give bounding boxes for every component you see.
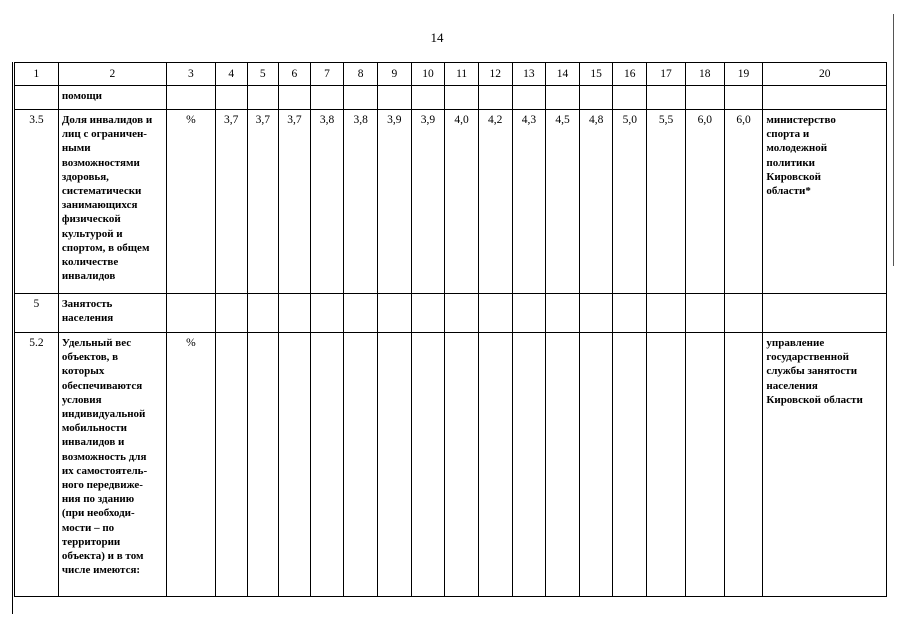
value-cell [378, 86, 412, 110]
row-code: 3.5 [15, 110, 59, 294]
value-cell [724, 294, 763, 333]
value-cell [411, 333, 445, 597]
value-cell [344, 333, 378, 597]
value-cell: 3,7 [215, 110, 247, 294]
column-header: 10 [411, 63, 445, 86]
column-header: 5 [247, 63, 279, 86]
value-cell: 3,9 [411, 110, 445, 294]
value-cell [546, 294, 580, 333]
table-row [15, 294, 887, 333]
indicators-table [14, 62, 887, 597]
column-header: 16 [613, 63, 647, 86]
value-cell [247, 333, 279, 597]
value-cell [613, 294, 647, 333]
value-cell [512, 333, 546, 597]
page-number: 14 [430, 30, 444, 45]
value-cell [478, 86, 512, 110]
right-margin-rule [893, 14, 894, 266]
column-header: 7 [310, 63, 344, 86]
column-header: 4 [215, 63, 247, 86]
column-header: 17 [647, 63, 686, 86]
value-cell [411, 294, 445, 333]
value-cell [247, 86, 279, 110]
value-cell [247, 294, 279, 333]
row-indicator: Занятость населения [58, 294, 166, 333]
value-cell: 4,5 [546, 110, 580, 294]
left-margin-rule [12, 62, 13, 614]
row-unit [166, 86, 215, 110]
value-cell [579, 333, 613, 597]
value-cell [215, 294, 247, 333]
row-responsible: министерство спорта и молодежной политики Кировской области* [763, 110, 887, 294]
column-header: 13 [512, 63, 546, 86]
value-cell: 4,2 [478, 110, 512, 294]
row-unit: % [166, 110, 215, 294]
column-header: 20 [763, 63, 887, 86]
column-number-header-row [15, 63, 887, 86]
value-cell [685, 86, 724, 110]
value-cell [685, 294, 724, 333]
row-responsible: управление государственной службы занятости населения Кировской области [763, 333, 887, 597]
value-cell [546, 86, 580, 110]
table-row [15, 86, 887, 110]
value-cell [647, 86, 686, 110]
value-cell [546, 333, 580, 597]
value-cell: 4,3 [512, 110, 546, 294]
column-header: 2 [58, 63, 166, 86]
row-responsible [763, 294, 887, 333]
value-cell [279, 86, 311, 110]
value-cell [445, 333, 479, 597]
value-cell [512, 294, 546, 333]
value-cell [724, 86, 763, 110]
value-cell [579, 86, 613, 110]
row-responsible [763, 86, 887, 110]
value-cell: 6,0 [685, 110, 724, 294]
value-cell: 3,7 [247, 110, 279, 294]
value-cell: 5,5 [647, 110, 686, 294]
column-header: 8 [344, 63, 378, 86]
value-cell [647, 294, 686, 333]
row-code [15, 86, 59, 110]
value-cell [378, 333, 412, 597]
column-header: 9 [378, 63, 412, 86]
value-cell [215, 86, 247, 110]
value-cell [378, 294, 412, 333]
value-cell [647, 333, 686, 597]
value-cell [445, 86, 479, 110]
value-cell [478, 294, 512, 333]
column-header: 15 [579, 63, 613, 86]
row-unit: % [166, 333, 215, 597]
value-cell [215, 333, 247, 597]
value-cell [279, 333, 311, 597]
column-header: 19 [724, 63, 763, 86]
value-cell [344, 86, 378, 110]
value-cell [685, 333, 724, 597]
value-cell: 5,0 [613, 110, 647, 294]
row-indicator: помощи [58, 86, 166, 110]
value-cell [310, 333, 344, 597]
value-cell [310, 294, 344, 333]
column-header: 3 [166, 63, 215, 86]
value-cell: 4,0 [445, 110, 479, 294]
value-cell: 3,7 [279, 110, 311, 294]
value-cell: 3,8 [344, 110, 378, 294]
column-header: 11 [445, 63, 479, 86]
column-header: 12 [478, 63, 512, 86]
value-cell [344, 294, 378, 333]
row-unit [166, 294, 215, 333]
value-cell [724, 333, 763, 597]
table-row [15, 333, 887, 597]
value-cell [579, 294, 613, 333]
column-header: 18 [685, 63, 724, 86]
column-header: 14 [546, 63, 580, 86]
row-code: 5.2 [15, 333, 59, 597]
value-cell [279, 294, 311, 333]
column-header: 6 [279, 63, 311, 86]
value-cell [411, 86, 445, 110]
value-cell: 3,9 [378, 110, 412, 294]
column-header: 1 [15, 63, 59, 86]
row-code: 5 [15, 294, 59, 333]
value-cell [613, 86, 647, 110]
value-cell: 3,8 [310, 110, 344, 294]
value-cell [310, 86, 344, 110]
table-row [15, 110, 887, 294]
value-cell [445, 294, 479, 333]
value-cell [512, 86, 546, 110]
row-indicator: Доля инвалидов и лиц с ограничен- ными возможностями здоровья, систематически занимающихся физической культурой и спортом, в общем количестве инвалидов [58, 110, 166, 294]
value-cell [613, 333, 647, 597]
value-cell [478, 333, 512, 597]
value-cell: 4,8 [579, 110, 613, 294]
row-indicator: Удельный вес объектов, в которых обеспечиваются условия индивидуальной мобильности инвалидов и возможность для их самостоятель- ного передвиже- ния по зданию (при необходи- мости – по территории объекта) и в том числе имеются: [58, 333, 166, 597]
value-cell: 6,0 [724, 110, 763, 294]
